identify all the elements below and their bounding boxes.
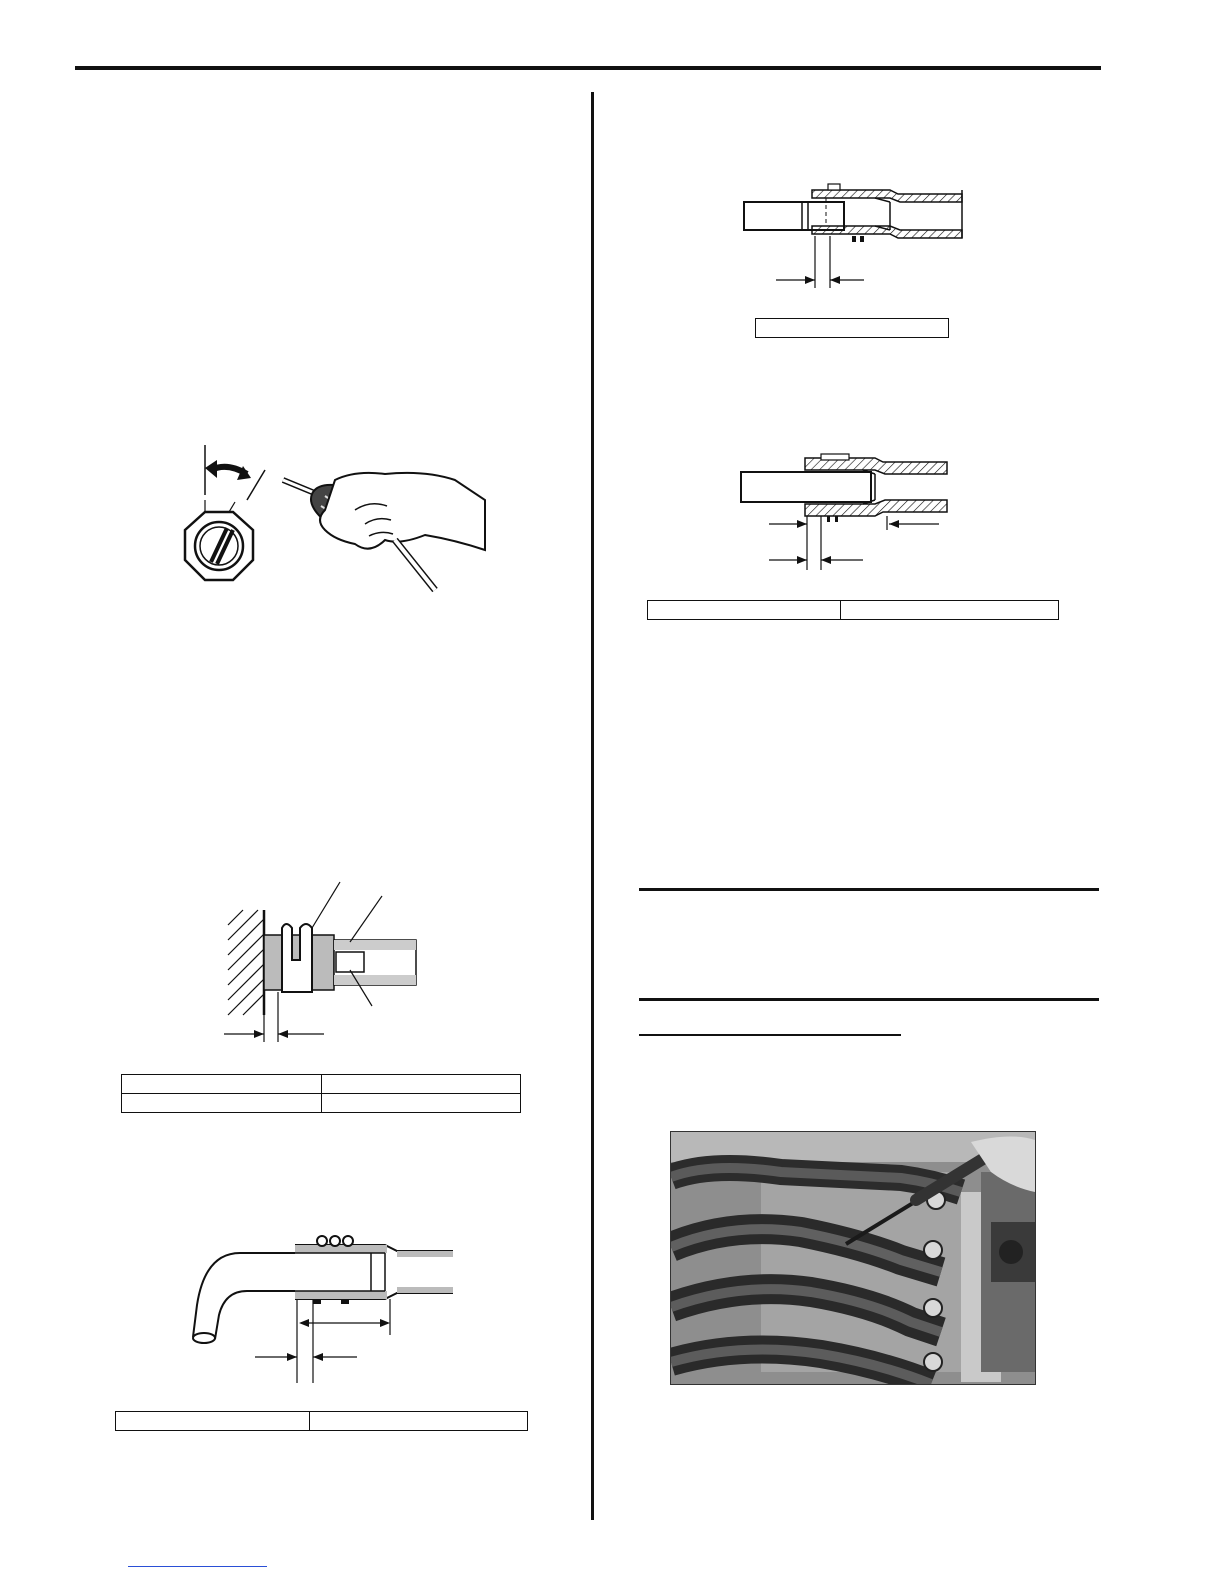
table-cell xyxy=(841,601,1059,620)
hose-clip-figure xyxy=(220,880,430,1045)
spec-table-clip-fitting xyxy=(121,1074,521,1113)
table-row xyxy=(648,601,1059,620)
note-box-text xyxy=(640,910,1098,980)
footer-link[interactable] xyxy=(128,1552,267,1567)
note-box-bottom-rule xyxy=(639,998,1099,1001)
table-cell xyxy=(122,1075,322,1094)
table-cell xyxy=(321,1094,521,1113)
engine-intake-photo xyxy=(670,1131,1036,1385)
table-cell xyxy=(756,319,949,338)
table-cell xyxy=(309,1412,527,1431)
table-cell xyxy=(122,1094,322,1113)
curved-pipe-figure xyxy=(185,1225,465,1385)
engine-photo-art xyxy=(671,1132,1035,1384)
note-box-top-rule xyxy=(639,888,1099,891)
section-heading-underline xyxy=(639,1034,901,1036)
table-cell xyxy=(321,1075,521,1094)
hose-joint-figure-1 xyxy=(740,180,970,290)
spec-table-joint-2 xyxy=(647,600,1059,620)
table-cell xyxy=(116,1412,310,1431)
table-row xyxy=(116,1412,528,1431)
section-heading xyxy=(639,1018,901,1034)
table-cell xyxy=(648,601,841,620)
spec-table-curved-pipe xyxy=(115,1411,528,1431)
table-row xyxy=(756,319,949,338)
table-row xyxy=(122,1094,521,1113)
table-row xyxy=(122,1075,521,1094)
spec-table-joint-1 xyxy=(755,318,949,338)
primer-bulb-figure xyxy=(155,440,495,600)
column-divider xyxy=(591,92,594,1520)
hose-joint-figure-2 xyxy=(735,452,950,572)
header-rule xyxy=(75,66,1101,70)
